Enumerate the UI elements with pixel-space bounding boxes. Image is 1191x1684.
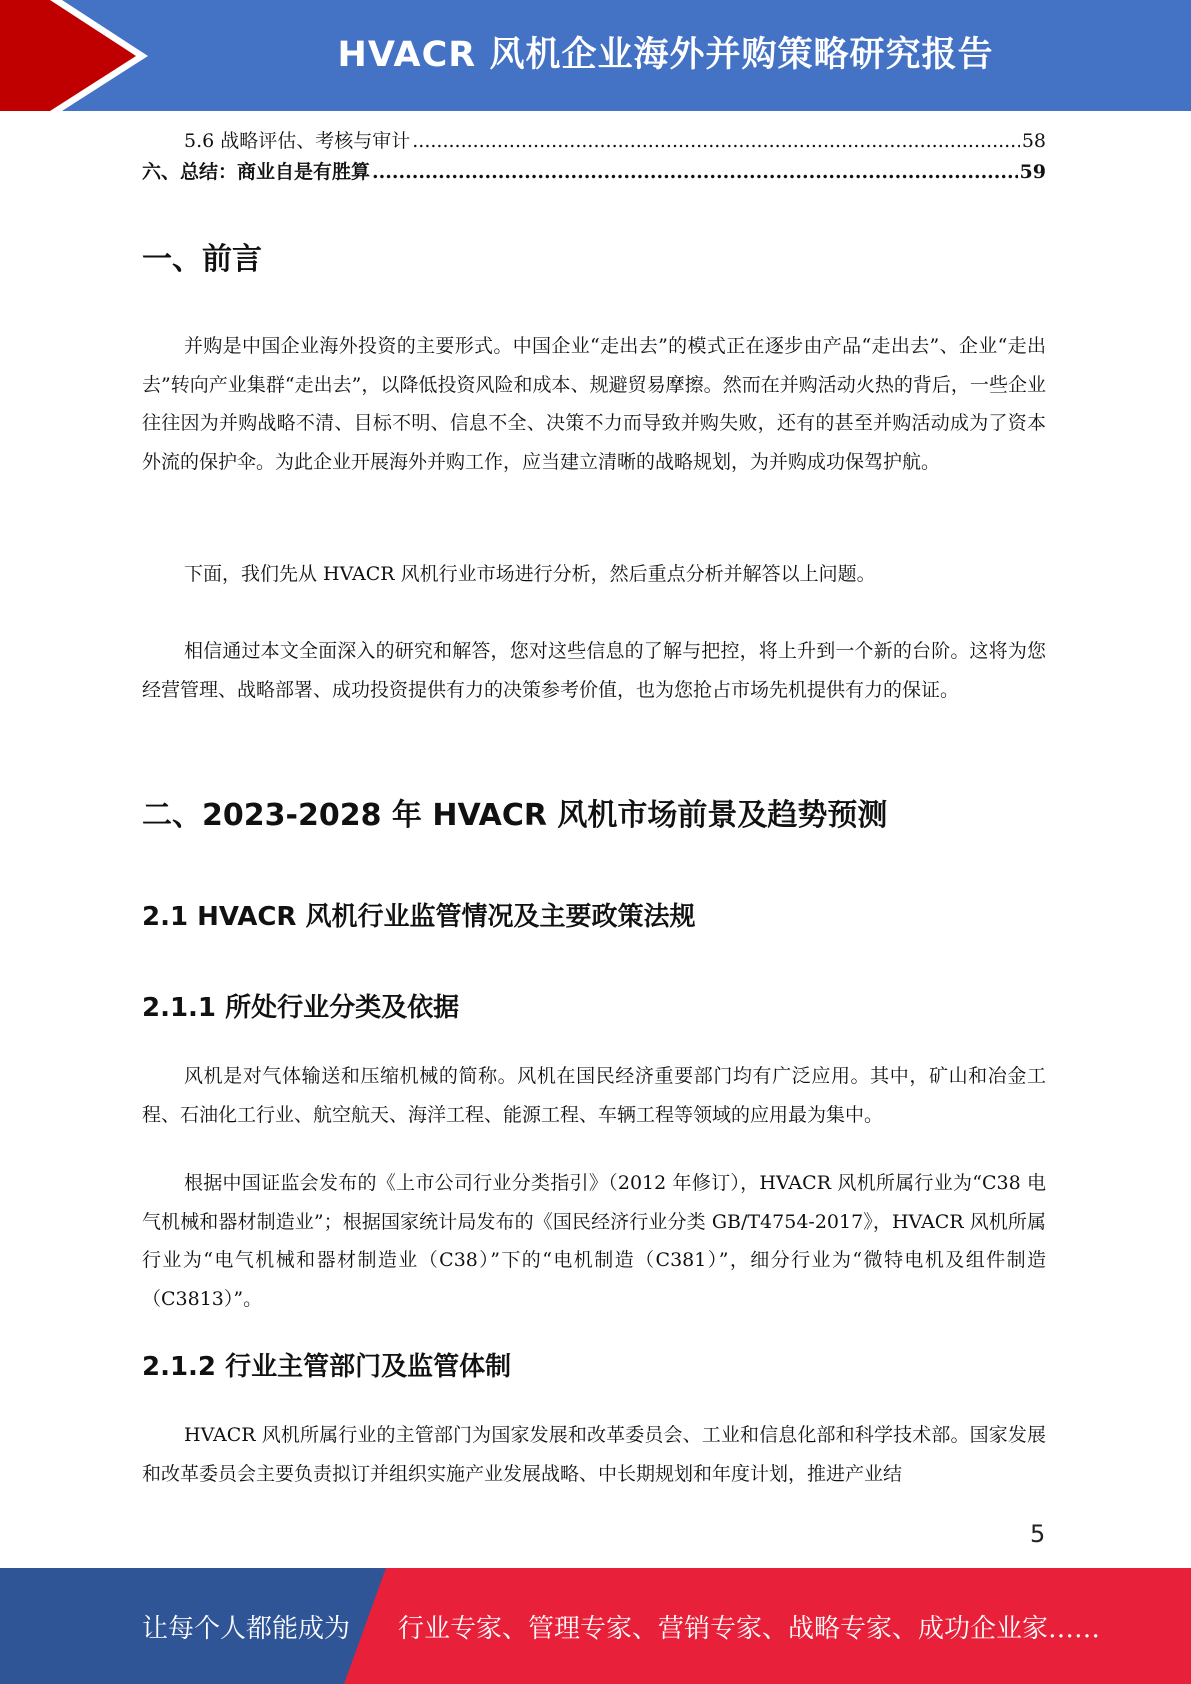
footer-slogan-left: 让每个人都能成为	[142, 1613, 351, 1644]
toc-entry-label: 六、总结：商业自是有胜算	[142, 161, 371, 183]
subsection-heading: 2.1.2 行业主管部门及监管体制	[142, 1352, 512, 1382]
subsection-heading: 2.1.1 所处行业分类及依据	[142, 993, 460, 1023]
paragraph: 相信通过本文全面深入的研究和解答，您对这些信息的了解与把控，将上升到一个新的台阶。这将为您经营管理、战略部署、成功投资提供有力的决策参考价值，也为您抢占市场先机提供有力的保证。	[142, 640, 1046, 701]
report-title: HVACR 风机企业海外并购策略研究报告	[337, 35, 994, 75]
section-heading-preface: 一、前言	[142, 242, 262, 277]
paragraph: 下面，我们先从 HVACR 风机行业市场进行分析，然后重点分析并解答以上问题。	[184, 563, 876, 585]
toc-leader-dots	[372, 157, 1018, 188]
subsection-heading: 2.1 HVACR 风机行业监管情况及主要政策法规	[142, 902, 696, 932]
toc-leader-dots	[412, 126, 1020, 157]
page-header	[0, 0, 1191, 111]
page-number: 5	[1030, 1520, 1046, 1548]
paragraph: 风机是对气体输送和压缩机械的简称。风机在国民经济重要部门均有广泛应用。其中，矿山和冶金工程、石油化工行业、航空航天、海洋工程、能源工程、车辆工程等领域的应用最为集中。	[142, 1065, 1046, 1126]
section-heading-market: 二、2023-2028 年 HVACR 风机市场前景及趋势预测	[142, 798, 888, 833]
toc-entry[interactable]	[142, 157, 1046, 188]
toc-entry[interactable]	[142, 126, 1046, 157]
paragraph: 根据中国证监会发布的《上市公司行业分类指引》（2012 年修订），HVACR 风机所属行业为“C38 电气机械和器材制造业”；根据国家统计局发布的《国民经济行业分类 GB/T4754-2017》，HVACR 风机所属行业为“电气机械和器材制造业（C38）”下的“电机制造（C381）”，细分行业为“微特电机及组件制造（C3813）”。	[142, 1172, 1046, 1310]
toc-entry-page: 59	[1019, 161, 1046, 183]
toc-entry-label: 5.6 战略评估、考核与审计	[184, 130, 411, 152]
page-footer	[0, 1568, 1191, 1684]
paragraph: HVACR 风机所属行业的主管部门为国家发展和改革委员会、工业和信息化部和科学技术部。国家发展和改革委员会主要负责拟订并组织实施产业发展战略、中长期规划和年度计划，推进产业结	[142, 1424, 1046, 1485]
toc-entry-page: 58	[1021, 130, 1046, 152]
page-content	[142, 126, 1046, 188]
footer-slogan-right: 行业专家、管理专家、营销专家、战略专家、成功企业家……	[398, 1613, 1101, 1644]
paragraph: 并购是中国企业海外投资的主要形式。中国企业“走出去”的模式正在逐步由产品“走出去”、企业“走出去”转向产业集群“走出去”，以降低投资风险和成本、规避贸易摩擦。然而在并购活动火热的背后，一些企业往往因为并购战略不清、目标不明、信息不全、决策不力而导致并购失败，还有的甚至并购活动成为了资本外流的保护伞。为此企业开展海外并购工作，应当建立清晰的战略规划，为并购成功保驾护航。	[142, 335, 1046, 473]
